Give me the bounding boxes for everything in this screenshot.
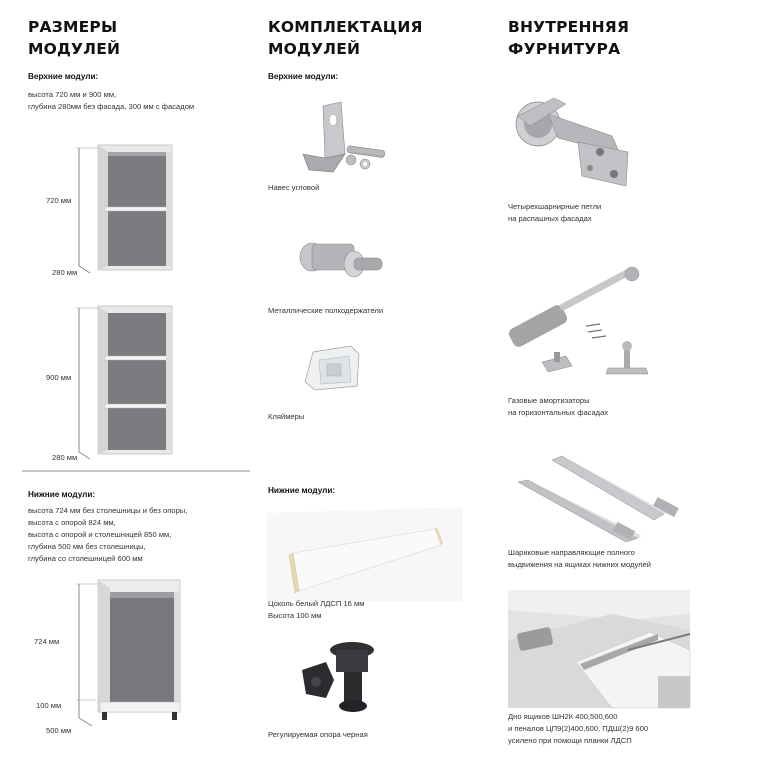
upper-modules-line2: глубина 280мм без фасада, 300 мм с фасадом bbox=[28, 102, 195, 111]
dim-280-upper: 280 мм bbox=[52, 268, 78, 277]
col2-upper-heading: Верхние модули: bbox=[268, 72, 339, 81]
item-gas-struts-label-line2: на горизонтальных фасадах bbox=[508, 408, 609, 417]
col1-title-line2: МОДУЛЕЙ bbox=[28, 40, 121, 58]
col3-title-line1: ВНУТРЕННЯЯ bbox=[508, 18, 630, 36]
col3-title-line2: ФУРНИТУРА bbox=[508, 40, 621, 58]
col1-title-line1: РАЗМЕРЫ bbox=[28, 18, 118, 36]
gas-strut-image bbox=[508, 266, 678, 386]
adjustable-foot-image bbox=[296, 636, 396, 726]
dim-100: 100 мм bbox=[36, 701, 62, 710]
lower-modules-line4: глубина 500 мм без столешницы, bbox=[28, 542, 146, 551]
hinge-image bbox=[508, 90, 648, 200]
dim-280-upper-2: 280 мм bbox=[52, 453, 78, 462]
drawer-slides-image bbox=[514, 452, 694, 542]
section-divider bbox=[22, 470, 252, 472]
lower-modules-line2: высота с опорой 824 мм, bbox=[28, 518, 116, 527]
item-plinth-label-line2: Высота 100 мм bbox=[268, 611, 322, 620]
item-corner-hanger-label: Навес угловой bbox=[268, 183, 320, 192]
shelf-holders-image bbox=[296, 232, 396, 292]
item-gas-struts-label-line1: Газовые амортизаторы bbox=[508, 396, 590, 405]
upper-cabinet-720-drawing bbox=[70, 140, 180, 280]
dim-900: 900 мм bbox=[46, 373, 72, 382]
plinth-image bbox=[265, 505, 465, 605]
item-hinges-label-line2: на распашных фасадах bbox=[508, 214, 592, 223]
lower-modules-line5: глубина со столешницей 600 мм bbox=[28, 554, 143, 563]
lower-cabinet-drawing bbox=[66, 574, 196, 744]
lower-modules-heading: Нижние модули: bbox=[28, 490, 96, 499]
dim-500: 500 мм bbox=[46, 726, 72, 735]
item-drawer-bottom-label-line2: и пеналов ЦП9(2)400,600, ПДШ(2)9 600 bbox=[508, 724, 649, 733]
item-hinges-label-line1: Четырехшарнирные петли bbox=[508, 202, 602, 211]
corner-hanger-image bbox=[295, 96, 395, 186]
dim-720: 720 мм bbox=[46, 196, 72, 205]
clamps-image bbox=[295, 342, 375, 402]
upper-modules-heading: Верхние модули: bbox=[28, 72, 99, 81]
item-slides-label-line1: Шариковые направляющие полного bbox=[508, 548, 635, 557]
col2-title-line2: МОДУЛЕЙ bbox=[268, 40, 361, 58]
col2-title-line1: КОМПЛЕКТАЦИЯ bbox=[268, 18, 423, 36]
col2-lower-heading: Нижние модули: bbox=[268, 486, 336, 495]
item-slides-label-line2: выдвижения на ящиках нижних модулей bbox=[508, 560, 651, 569]
item-clamps-label: Кляймеры bbox=[268, 412, 305, 421]
item-drawer-bottom-label-line3: усилено при помощи планки ЛДСП bbox=[508, 736, 632, 745]
item-drawer-bottom-label-line1: Дно ящиков ШН2К 400,500,600 bbox=[508, 712, 618, 721]
lower-modules-line1: высота 724 мм без столешницы и без опоры, bbox=[28, 506, 188, 515]
lower-modules-line3: высота с опорой и столешницей 850 мм, bbox=[28, 530, 172, 539]
upper-modules-line1: высота 720 мм и 900 мм, bbox=[28, 90, 117, 99]
upper-cabinet-900-drawing bbox=[70, 304, 180, 464]
item-plinth-label-line1: Цоколь белый ЛДСП 16 мм bbox=[268, 599, 365, 608]
item-shelf-holders-label: Металлические полкодержатели bbox=[268, 306, 384, 315]
dim-724: 724 мм bbox=[34, 637, 60, 646]
item-adjustable-foot-label: Регулируемая опора черная bbox=[268, 730, 368, 739]
drawer-bottom-photo bbox=[508, 590, 690, 708]
